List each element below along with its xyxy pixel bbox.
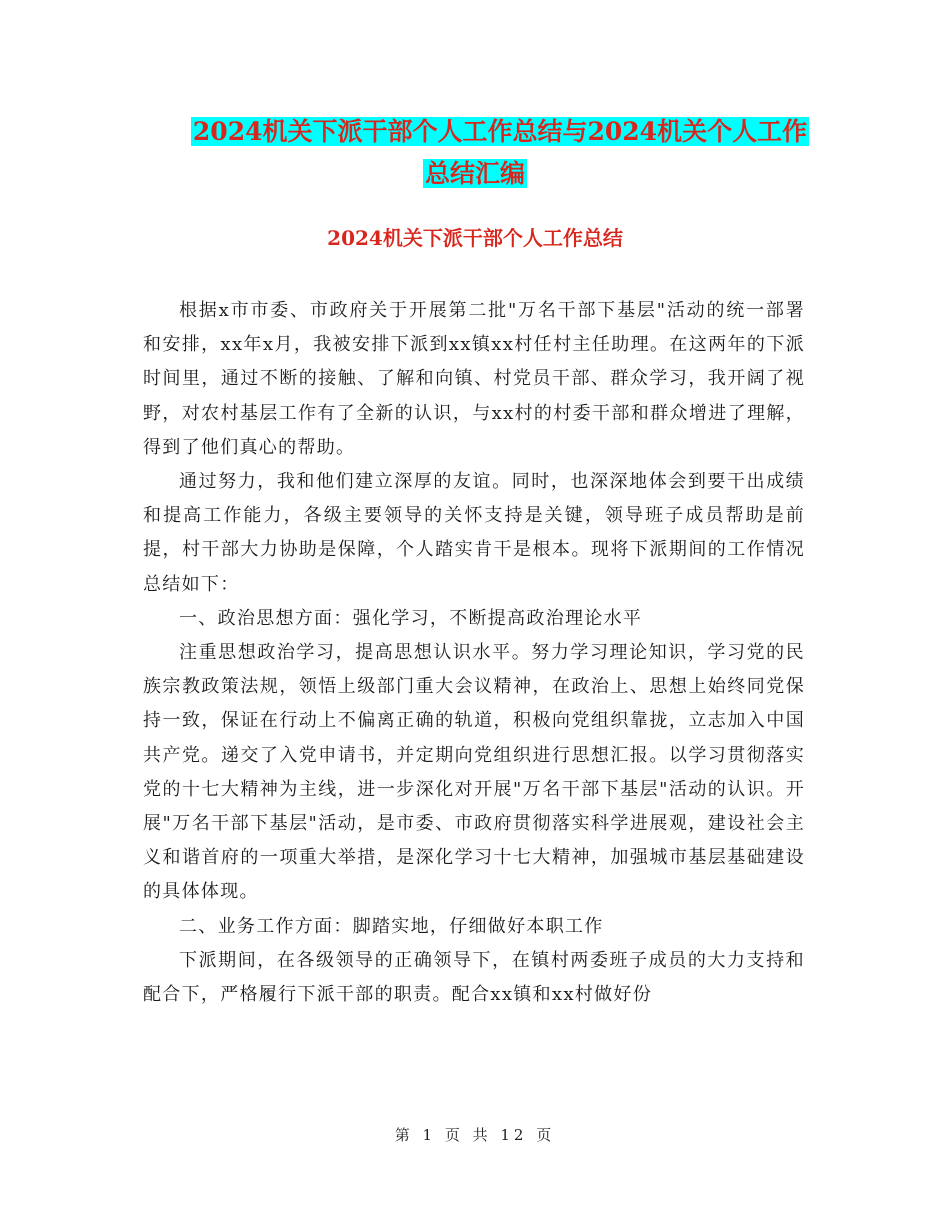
document-title-line-2 bbox=[0, 154, 950, 194]
paragraph: 二、业务工作方面：脚踏实地，仔细做好本职工作 bbox=[179, 915, 604, 937]
body-text bbox=[143, 294, 805, 1012]
page-footer: 第 1 页 共 12 页 bbox=[394, 1126, 556, 1144]
paragraph: 一、政治思想方面：强化学习，不断提高政治理论水平 bbox=[179, 607, 643, 629]
title-highlight-2: 总结汇编 bbox=[424, 159, 525, 188]
paragraph: 通过努力，我和他们建立深厚的友谊。同时，也深深地体会到要干出成绩和提高工作能力，各级主要领导的关怀支持是关键，领导班子成员帮助是前提，村干部大力协助是保障，个人踏实肯干是根本。现将下派期间的工作情况总结如下： bbox=[143, 471, 805, 595]
paragraph: 下派期间，在各级领导的正确领导下，在镇村两委班子成员的大力支持和配合下，严格履行下派干部的职责。配合xx镇和xx村做好份 bbox=[143, 949, 805, 1006]
paragraph: 根据x市市委、市政府关于开展第二批"万名干部下基层"活动的统一部署和安排，xx年x月，我被安排下派到xx镇xx村任村主任助理。在这两年的下派时间里，通过不断的接触、了解和向镇、村党员干部、群众学习，我开阔了视野，对农村基层工作有了全新的认识，与xx村的村委干部和群众增进了理解，得到了他们真心的帮助。 bbox=[143, 300, 805, 458]
document-title-line-1 bbox=[25, 112, 950, 152]
title-highlight-1: 2024机关下派干部个人工作总结与2024机关个人工作 bbox=[192, 117, 808, 146]
paragraph: 注重思想政治学习，提高思想认识水平。努力学习理论知识，学习党的民族宗教政策法规，领悟上级部门重大会议精神，在政治上、思想上始终同党保持一致，保证在行动上不偏离正确的轨道，积极向党组织靠拢，立志加入中国共产党。递交了入党申请书，并定期向党组织进行思想汇报。以学习贯彻落实党的十七大精神为主线，进一步深化对开展"万名干部下基层"活动的认识。开展"万名干部下基层"活动，是市委、市政府贯彻落实科学进展观，建设社会主义和谐首府的一项重大举措，是深化学习十七大精神，加强城市基层基础建设的具体体现。 bbox=[143, 642, 805, 903]
section-title: 2024机关下派干部个人工作总结 bbox=[327, 226, 623, 250]
